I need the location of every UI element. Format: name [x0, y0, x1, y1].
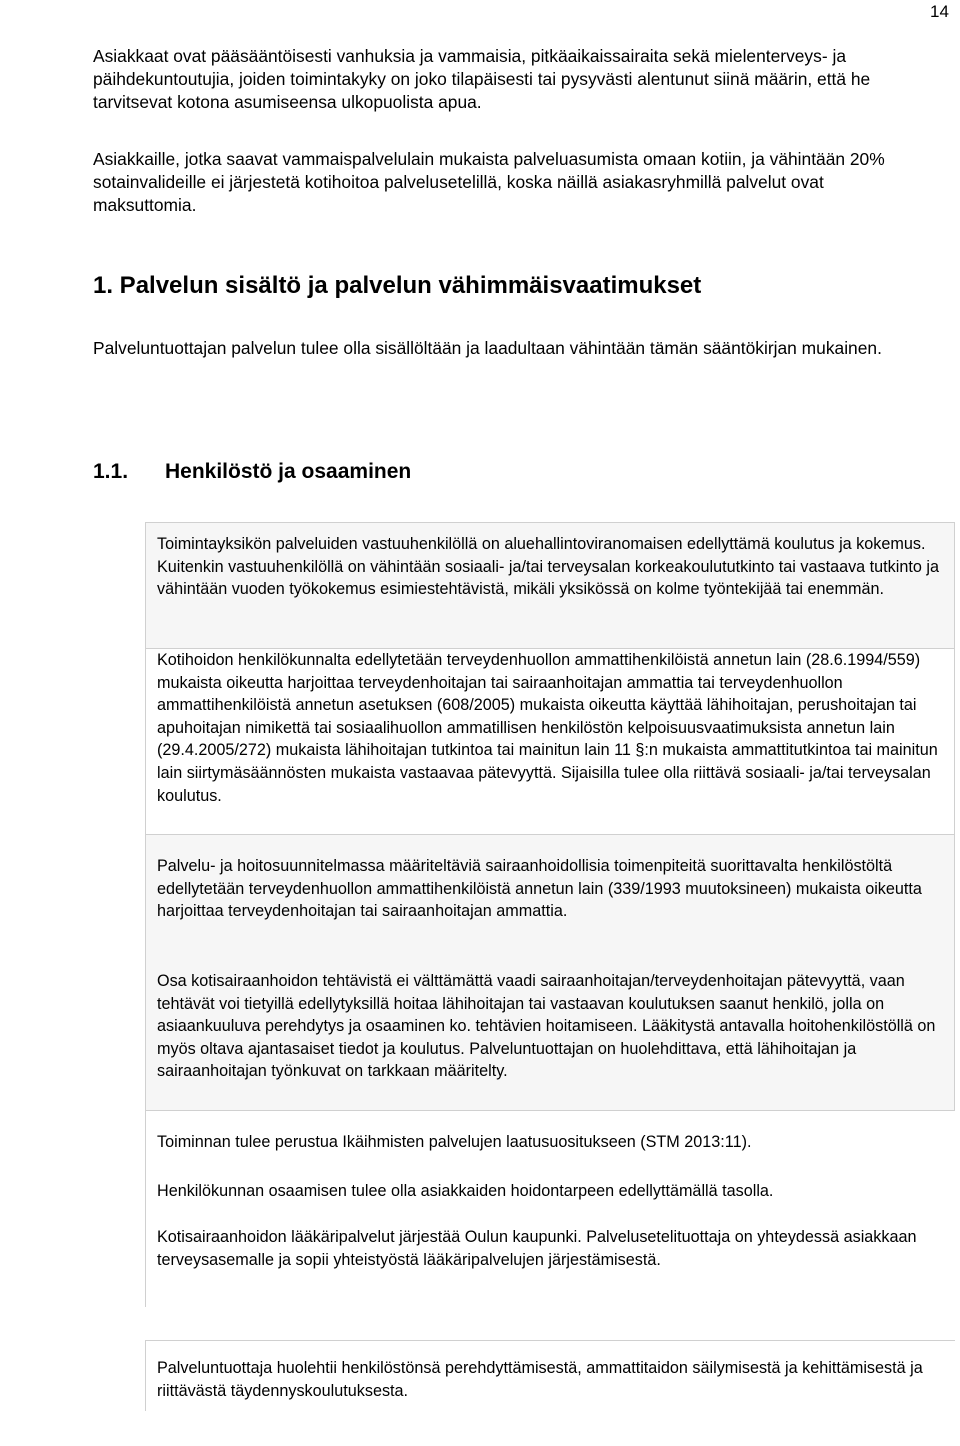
table-right-border — [954, 522, 955, 1110]
table-left-border — [145, 522, 146, 1307]
staff-competence-text: Henkilökunnan osaamisen tulee olla asiakkaiden hoidontarpeen edellyttämällä tasolla. — [157, 1182, 774, 1200]
row-divider — [145, 1110, 955, 1111]
doctor-services-text: Kotisairaanhoidon lääkäripalvelut järjestää Oulun kaupunki. Palvelusetelituottaja on yhteydessä asiakkaan terveysasemalle ja sopii yhteistyöstä lääkäripalvelujen järjestämisestä. — [157, 1228, 917, 1269]
intro-paragraph-2: Asiakkaille, jotka saavat vammaispalvelulain mukaista palveluasumista omaan kotiin, ja vähintään 20% sotainvalideille ei järjestetä kotihoitoa palvelusetelillä, koska näillä asiakasryhmillä palvelut ovat maksuttomia. — [93, 149, 885, 215]
section-1-heading: 1. Palvelun sisältö ja palvelun vähimmäisvaatimukset — [93, 272, 702, 299]
home-nursing-tasks-text: Osa kotisairaanhoidon tehtävistä ei välttämättä vaadi sairaanhoitajan/terveydenhoitajan pätevyyttä, vaan tehtävät voi tietyillä edellytyksillä hoitaa lähihoitajan tai vastaavan koulutuksen saanut henkilö, jolla on asiaankuuluva perehdytys ja osaaminen ko. tehtävien hoitamiseen. Lääkitystä antavalla hoitohenkilöstöllä on myös oltava ajantasaiset tiedot ja koulutus. Palveluntuottajan on huolehdittava, että lähihoitajan ja sairaanhoitajan työnkuvat on tarkkaan määritelty. — [157, 972, 936, 1081]
training-text: Palveluntuottaja huolehtii henkilöstönsä perehdyttämisestä, ammattitaidon säilymisestä ja kehittämisestä ja riittävästä täydennyskoulutuksesta. — [157, 1359, 923, 1400]
intro-paragraph-1: Asiakkaat ovat pääsääntöisesti vanhuksia ja vammaisia, pitkäaikaissairaita sekä mielenterveys- ja päihdekuntoutujia, joiden toimintakyky on joko tilapäisesti tai pysyvästi alentunut siinä määrin, että he tarvitsevat kotona asumiseensa ulkopuolista apua. — [93, 46, 871, 112]
section-1-text: Palveluntuottajan palvelun tulee olla sisällöltään ja laadultaan vähintään tämän sääntökirjan mukainen. — [93, 338, 882, 358]
training-box-left-border — [145, 1341, 146, 1411]
quality-recommendation-text: Toiminnan tulee perustua Ikäihmisten palvelujen laatusuositukseen (STM 2013:11). — [157, 1133, 752, 1151]
nursing-procedures-text: Palvelu- ja hoitosuunnitelmassa määriteltäviä sairaanhoidollisia toimenpiteitä suorittavalta henkilöstöltä edellytetään terveydenhuollon ammattihenkilöistä annetun lain (339/1993 muutoksineen) mukaista oikeutta harjoittaa terveydenhoitajan tai sairaanhoitajan ammattia. — [157, 857, 922, 921]
section-title: Henkilöstö ja osaaminen — [165, 460, 412, 483]
section-1-1-heading — [93, 459, 411, 485]
section-number: 1.1. — [93, 460, 129, 483]
staff-qualification-text: Kotihoidon henkilökunnalta edellytetään terveydenhuollon ammattihenkilöistä annetun lain (28.6.1994/559) mukaista oikeutta harjoittaa terveydenhoitajan tai sairaanhoitajan ammattia tai terveydenhuollon ammattihenkilöistä annetun asetuksen (608/2005) mukaista oikeutta käyttää lähihoitajan, perushoitajan tai apuhoitajan nimikettä tai sosiaalihuollon ammatillisen henkilöstön kelpoisuusvaatimuksista annetun lain (29.4.2005/272) mukaista lähihoitajan tutkintoa tai mainitun lain 11 §:n mukaista ammattitutkintoa tai mainitun lain siirtymäsäännösten mukaista vastaavaa pätevyyttä. Sijaisilla tulee olla riittävä sosiaali- ja/tai terveysalan koulutus. — [157, 651, 938, 805]
row-divider — [145, 834, 955, 835]
page-number: 14 — [930, 2, 949, 21]
staff-responsible-person-text: Toimintayksikön palveluiden vastuuhenkilöllä on aluehallintoviranomaisen edellyttämä koulutus ja kokemus. Kuitenkin vastuuhenkilöllä on vähintään sosiaali- ja/tai terveysalan korkeakoulututkinto tai vastaava tutkinto ja vähintään vuoden työkokemus esimiestehtävistä, mikäli yksikössä on kolme työntekijää tai enemmän. — [157, 535, 939, 599]
